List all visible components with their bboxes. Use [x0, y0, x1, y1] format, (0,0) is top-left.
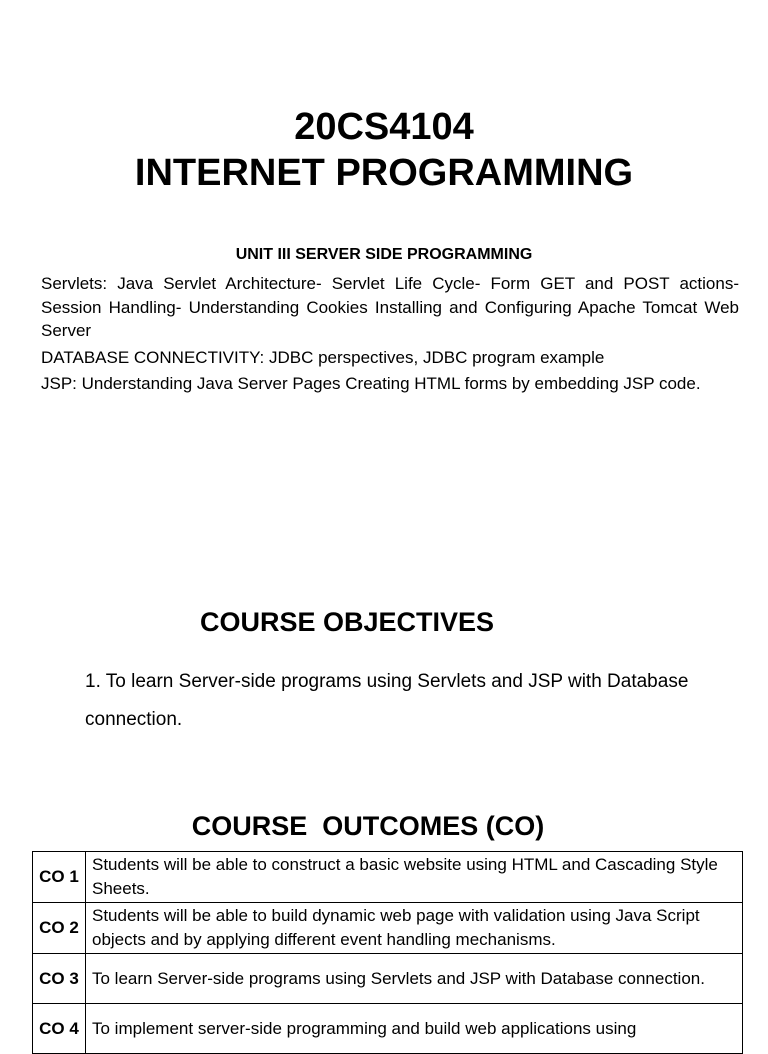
co-id: CO 1: [33, 852, 86, 903]
unit-paragraph-database: DATABASE CONNECTIVITY: JDBC perspectives, JDBC program example: [41, 347, 605, 367]
unit-paragraph-jsp: JSP: Understanding Java Server Pages Creating HTML forms by embedding JSP code.: [41, 374, 701, 393]
table-row: [33, 1004, 743, 1054]
unit-syllabus: [41, 272, 739, 399]
co-description: To learn Server-side programs using Servlets and JSP with Database connection.: [86, 954, 743, 1004]
objectives-heading: COURSE OBJECTIVES: [200, 607, 495, 637]
unit-paragraph-servlets: Servlets: Java Servlet Architecture- Servlet Life Cycle- Form GET and POST actions- Session Handling- Understanding Cookies Installing and Configuring Apache Tomcat Web Server: [41, 274, 739, 340]
co-id: CO 4: [33, 1004, 86, 1054]
table-row: [33, 852, 743, 903]
course-name: INTERNET PROGRAMMING: [134, 152, 634, 194]
co-description: Students will be able to construct a basic website using HTML and Cascading Style Sheets.: [86, 852, 743, 903]
table-row: [33, 903, 743, 954]
co-description: Students will be able to build dynamic web page with validation using Java Script objects and by applying different event handling mechanisms.: [86, 903, 743, 954]
title-block: [0, 104, 768, 196]
unit-heading: UNIT III SERVER SIDE PROGRAMMING: [235, 246, 533, 263]
co-description: To implement server-side programming and build web applications using: [86, 1004, 743, 1054]
objective-item: 1. To learn Server-side programs using Servlets and JSP with Database connection.: [85, 671, 689, 730]
outcomes-heading: COURSE OUTCOMES (CO): [191, 811, 545, 841]
co-id: CO 2: [33, 903, 86, 954]
table-row: [33, 954, 743, 1004]
course-code: 20CS4104: [294, 106, 474, 148]
co-id: CO 3: [33, 954, 86, 1004]
